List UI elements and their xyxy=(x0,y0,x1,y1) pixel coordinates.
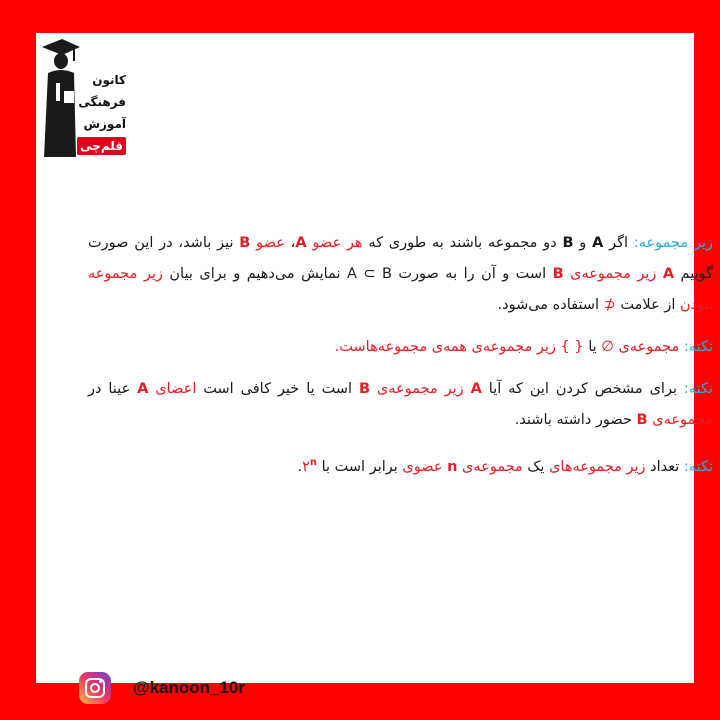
text-run: برابر است با xyxy=(317,458,403,475)
logo-line-3: آموزش xyxy=(83,117,126,131)
text-run: است و آن را به صورت xyxy=(391,266,553,282)
var-a: A xyxy=(470,381,482,397)
power-expression xyxy=(302,459,317,475)
lesson-text xyxy=(88,228,713,494)
logo-line-2: فرهنگی xyxy=(78,95,126,109)
var-a: A xyxy=(137,381,149,397)
term-set: مجموعه‌ی xyxy=(613,339,684,355)
var-n: n xyxy=(447,458,458,475)
empty-set-symbol: ∅ xyxy=(601,339,614,355)
text-run: یا xyxy=(583,339,602,355)
footer xyxy=(79,671,245,705)
kanoon-logo xyxy=(40,39,124,159)
var-b: B xyxy=(636,412,648,428)
term-set: مجموعه‌ی xyxy=(647,412,713,428)
var-b: B xyxy=(239,235,251,251)
var-a: A xyxy=(592,235,604,251)
var-a: A xyxy=(662,266,675,282)
term-subsets: زیر مجموعه‌های xyxy=(549,458,646,475)
definition-label: زیر مجموعه: xyxy=(633,235,714,251)
logo-line-1: کانون xyxy=(92,73,126,87)
text-run: اگر xyxy=(603,235,634,251)
text-run: . xyxy=(297,458,303,475)
power-exponent: n xyxy=(309,457,317,468)
term-subset-of: زیر مجموعه‌ی xyxy=(563,266,663,282)
text-run: نمایش می‌دهیم و برای بیان xyxy=(162,266,347,282)
text-run: عینا در xyxy=(88,381,138,397)
term-not-subset: زیر مجموعه نبودن xyxy=(88,266,713,313)
subset-definition-paragraph xyxy=(88,228,713,321)
term-members: اعضای xyxy=(148,381,197,397)
var-b: B xyxy=(562,235,574,251)
text-run: نیز باشد، در این صورت گوییم xyxy=(88,235,714,282)
note-label: نکته: xyxy=(683,458,713,475)
instagram-handle[interactable]: @kanoon_10r xyxy=(133,678,246,697)
term-member-count: عضوی xyxy=(402,458,448,475)
note-label: نکته: xyxy=(683,381,713,397)
term-every-member: هر عضو xyxy=(306,235,363,251)
text-run: تعداد xyxy=(645,458,684,475)
text-run: دو مجموعه باشند به طوری که xyxy=(362,235,563,251)
text-run: یک xyxy=(522,458,550,475)
logo-line-4: قلم‌چی xyxy=(77,137,126,155)
not-subset-symbol: ⊄ xyxy=(603,297,616,313)
power-base: ۲ xyxy=(302,458,310,475)
term-set: مجموعه‌ی xyxy=(457,458,523,475)
var-b: B xyxy=(358,381,370,397)
var-b: B xyxy=(552,266,564,282)
text-run: ، xyxy=(284,235,296,251)
graduate-figure-icon xyxy=(40,39,80,159)
text-run: برای مشخص کردن این که آیا xyxy=(481,381,684,397)
empty-set-note xyxy=(88,332,713,363)
text-run: حضور داشته باشند. xyxy=(514,412,637,428)
term-subset-of-all: زیر مجموعه‌ی همه‌ی مجموعه‌هاست. xyxy=(334,339,561,355)
subset-check-note xyxy=(88,374,713,436)
text-run: و xyxy=(573,235,593,251)
instagram-icon[interactable] xyxy=(79,672,111,704)
term-member: عضو xyxy=(250,235,285,251)
var-a: A xyxy=(295,235,307,251)
text-run: از علامت xyxy=(615,297,680,313)
subset-count-note xyxy=(88,447,713,483)
term-subset-of: زیر مجموعه‌ی xyxy=(370,381,471,397)
note-label: نکته: xyxy=(683,339,713,355)
logo-wordmark xyxy=(76,69,126,157)
content-card xyxy=(36,33,714,697)
text-run: استفاده می‌شود. xyxy=(497,297,604,313)
text-run: است یا خیر کافی است xyxy=(196,381,359,397)
empty-braces: { } xyxy=(560,339,584,355)
subset-notation: A ⊂ B xyxy=(346,266,392,282)
